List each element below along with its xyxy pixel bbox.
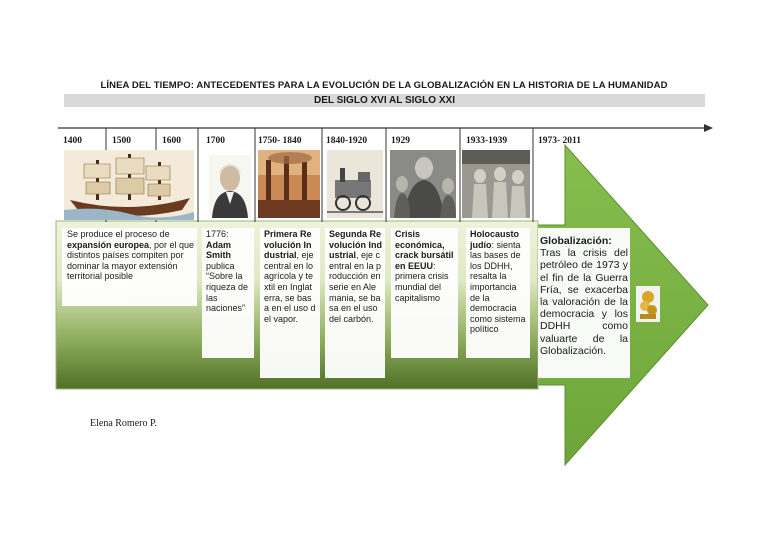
event-keyword: Segunda Revolución Industrial [329,229,382,261]
event-keyword: Crisis económica, crack bursátil en EEUU [395,229,454,271]
year-1840-1920: 1840-1920 [326,136,368,146]
event-globalizacion [540,235,628,357]
event-holocausto [470,229,528,335]
event-text: 1776: [206,229,229,239]
event-text: publica “Sobre la riqueza de las naciones” [206,260,249,314]
event-keyword: Globalización: [540,235,612,247]
holocaust-prisoners-image [462,150,530,218]
year-1973-2011: 1973- 2011 [538,136,582,146]
year-1500: 1500 [112,136,131,146]
locomotive-image [327,150,383,218]
timeline-arrowhead [704,124,713,132]
event-text: , por el que distintos países compiten por dominar la mayor extensión territorial posible [67,239,195,282]
event-segunda-revolucion [329,229,383,324]
year-1750-1840: 1750- 1840 [258,136,302,146]
year-1700: 1700 [206,136,225,146]
event-crisis-1929 [395,229,457,303]
factory-image [258,150,320,218]
event-text: : sienta las bases de los DDHH, resalta la importancia de la democracia como sistema político [470,239,526,335]
page-subtitle: DEL SIGLO XVI AL SIGLO XXI [314,95,455,106]
year-1600: 1600 [162,136,181,146]
year-1400: 1400 [63,136,82,146]
event-keyword: Holocausto judío [470,229,520,250]
event-keyword: Primera Revolución Industrial [264,229,312,261]
event-keyword: expansión europea [67,239,150,250]
author-name: Elena Romero P. [90,418,157,429]
event-text: : primera crisis mundial del capitalismo [395,260,449,303]
depression-family-image [390,150,456,218]
ship-image [64,150,194,220]
event-text: Tras la crisis del petróleo de 1973 y el fin de la Guerra Fría, se exacerba la valoración de la democracia y los DDHH como valuarte de la Globalización. [540,247,628,357]
event-expansion-europea [67,229,195,282]
event-text: , eje central en la producción en serie en Alemania, se basa en el uso del carbón. [329,250,382,324]
globe-coins-image [636,286,660,322]
year-1933-1939: 1933-1939 [466,136,508,146]
page-title: LÍNEA DEL TIEMPO: ANTECEDENTES PARA LA EVOLUCIÓN DE LA GLOBALIZACIÓN EN LA HISTORIA DE LA HUMANIDAD [100,80,668,91]
event-primera-revolucion [264,229,316,324]
event-adam-smith [206,229,254,314]
event-text: , eje central en lo agrícola y textil en Inglaterra, se basa en el uso del vapor. [264,250,316,324]
adam-smith-portrait [209,155,251,218]
year-1929: 1929 [391,136,410,146]
event-text: Se produce el proceso de [67,229,170,239]
event-keyword: Adam Smith [206,239,232,261]
